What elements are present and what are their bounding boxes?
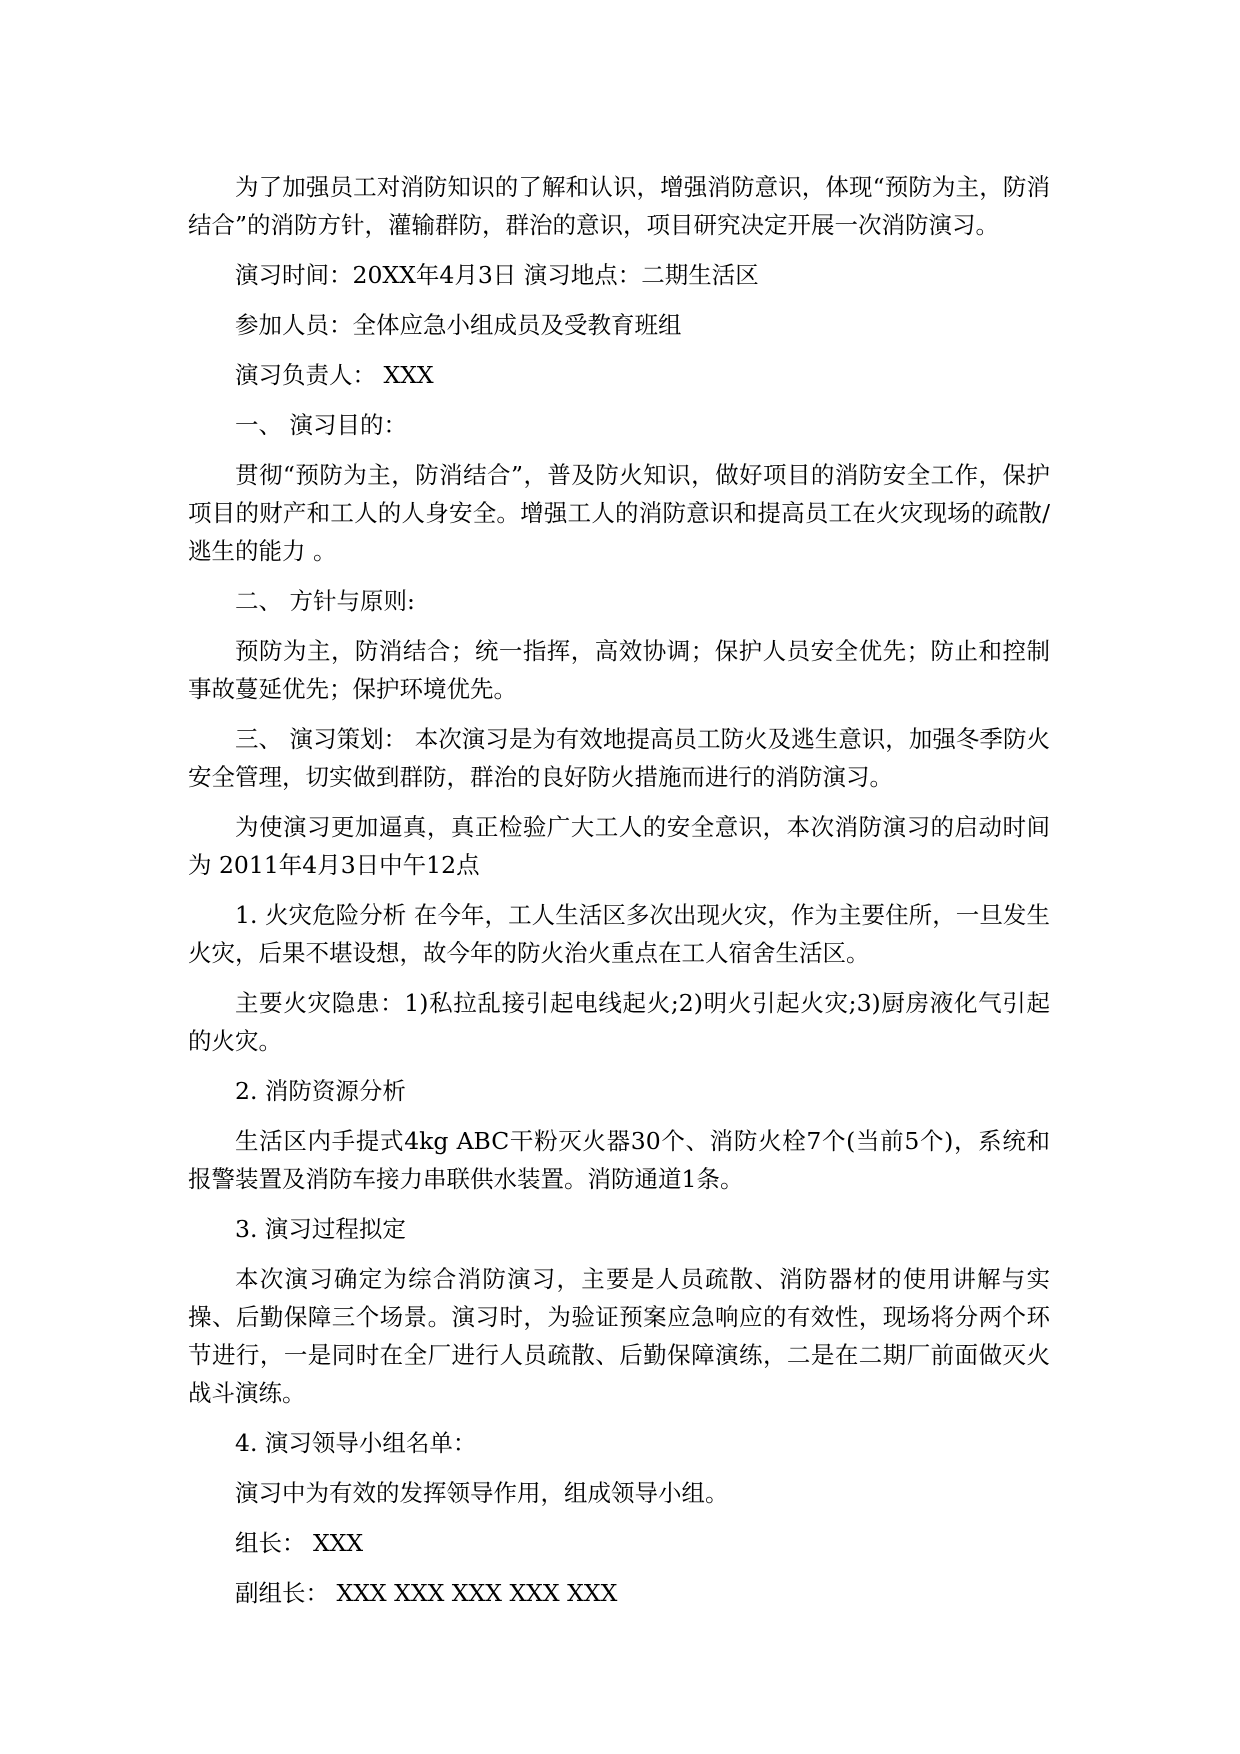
leadership-paragraph: 演习中为有效的发挥领导作用，组成领导小组。 xyxy=(235,1479,729,1507)
deputy-group-leaders: 副组长： XXX XXX XXX XXX XXX xyxy=(235,1579,618,1607)
principles-paragraph: 预防为主，防消结合；统一指挥，高效协调；保护人员安全优先；防止和控制事故蔓延优先；保护环境优先。 xyxy=(188,637,1050,703)
purpose-paragraph: 贯彻“预防为主，防消结合”，普及防火知识，做好项目的消防安全工作，保护项目的财产和工人的人身安全。增强工人的消防意识和提高员工在火灾现场的疏散/逃生的能力 。 xyxy=(188,461,1050,565)
section-planning-paragraph: 三、 演习策划： 本次演习是为有效地提高员工防火及逃生意识，加强冬季防火安全管理，切实做到群防，群治的良好防火措施而进行的消防演习。 xyxy=(188,725,1050,791)
main-hazards: 主要火灾隐患：1)私拉乱接引起电线起火;2)明火引起火灾;3)厨房液化气引起的火灾。 xyxy=(188,989,1050,1055)
document-body xyxy=(188,168,1050,1624)
start-time-paragraph: 为使演习更加逼真，真正检验广大工人的安全意识，本次消防演习的启动时间为 2011年4月3日中午12点 xyxy=(188,813,1050,879)
participants: 参加人员：全体应急小组成员及受教育班组 xyxy=(235,311,682,339)
section-heading-purpose: 一、 演习目的： xyxy=(235,411,407,439)
drill-leader: 演习负责人： XXX xyxy=(235,361,434,389)
subheading-resources: 2. 消防资源分析 xyxy=(235,1077,406,1105)
drill-time-location: 演习时间：20XX年4月3日 演习地点：二期生活区 xyxy=(235,261,759,289)
subheading-process: 3. 演习过程拟定 xyxy=(235,1215,406,1243)
intro-paragraph: 为了加强员工对消防知识的了解和认识，增强消防意识，体现“预防为主，防消结合”的消防方针，灌输群防，群治的意识，项目研究决定开展一次消防演习。 xyxy=(188,173,1050,239)
group-leader: 组长： XXX xyxy=(235,1529,364,1557)
fire-risk-analysis: 1. 火灾危险分析 在今年，工人生活区多次出现火灾，作为主要住所，一旦发生火灾，后果不堪设想，故今年的防火治火重点在工人宿舍生活区。 xyxy=(188,901,1050,967)
section-heading-principles: 二、 方针与原则: xyxy=(235,587,415,615)
subheading-leadership: 4. 演习领导小组名单： xyxy=(235,1429,477,1457)
process-paragraph: 本次演习确定为综合消防演习，主要是人员疏散、消防器材的使用讲解与实操、后勤保障三个场景。演习时，为验证预案应急响应的有效性，现场将分两个环节进行，一是同时在全厂进行人员疏散、后勤保障演练，二是在二期厂前面做灭火战斗演练。 xyxy=(188,1265,1050,1407)
resources-paragraph: 生活区内手提式4kg ABC干粉灭火器30个、消防火栓7个(当前5个)，系统和报警装置及消防车接力串联供水装置。消防通道1条。 xyxy=(188,1127,1050,1193)
